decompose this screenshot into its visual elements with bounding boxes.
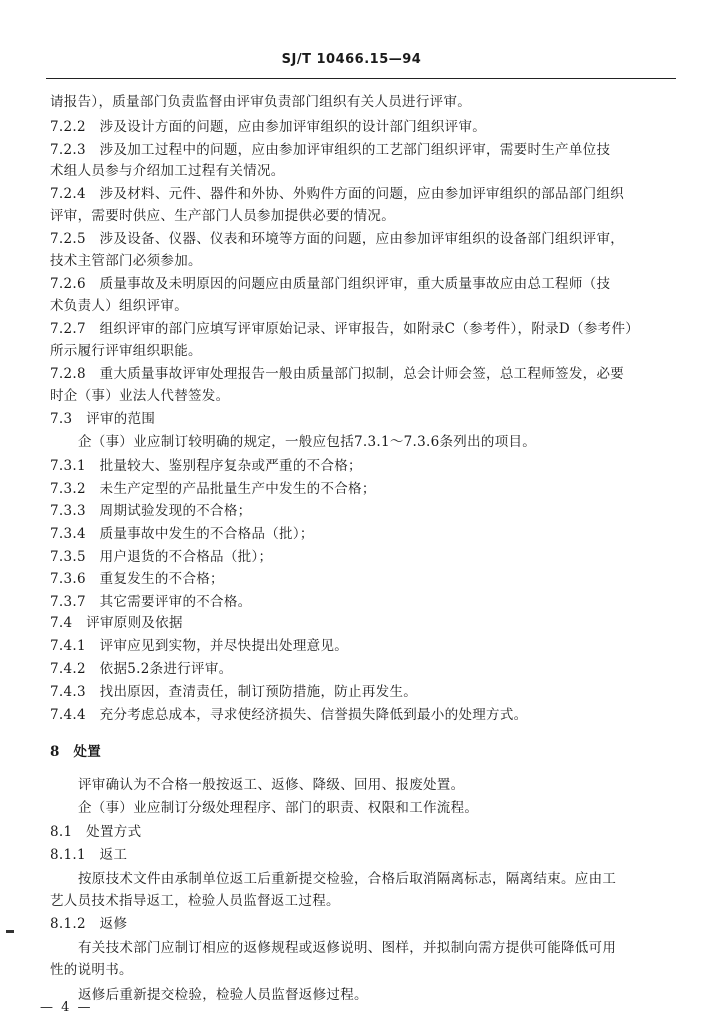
clause-8-1-2: 8.1.2 返修 <box>50 916 128 932</box>
document-number-header: SJ/T 10466.15—94 <box>281 52 422 67</box>
clause-7-2-3: 7.2.3 涉及加工过程中的问题，应由参加评审组织的工艺部门组织评审，需要时生产单位技 <box>50 142 611 158</box>
text-line: 时企（事）业法人代替签发。 <box>50 388 230 404</box>
clause-7-3-6: 7.3.6 重复发生的不合格； <box>50 571 224 587</box>
clause-7-4-3: 7.4.3 找出原因，查清责任，制订预防措施，防止再发生。 <box>50 684 418 700</box>
text-line: 艺人员技术指导返工，检验人员监督返工过程。 <box>50 893 340 909</box>
section-8-heading: 8 处置 <box>50 744 102 760</box>
text-line: 返修后重新提交检验，检验人员监督返修过程。 <box>78 987 368 1003</box>
clause-7-2-7: 7.2.7 组织评审的部门应填写评审原始记录、评审报告，如附录C（参考件），附录D（参考件） <box>50 321 640 337</box>
text-line: 企（事）业应制订较明确的规定，一般应包括7.3.1～7.3.6条列出的项目。 <box>78 434 537 450</box>
text-line: 性的说明书。 <box>50 962 133 978</box>
clause-7-3-3: 7.3.3 周期试验发现的不合格； <box>50 503 252 519</box>
text-line: 请报告），质量部门负责监督由评审负责部门组织有关人员进行评审。 <box>50 94 472 110</box>
clause-7-3-2: 7.3.2 未生产定型的产品批量生产中发生的不合格； <box>50 481 376 497</box>
clause-7-2-5: 7.2.5 涉及设备、仪器、仪表和环境等方面的问题，应由参加评审组织的设备部门组织评审， <box>50 231 625 247</box>
header-rule <box>46 78 676 79</box>
clause-7-3-5: 7.3.5 用户退货的不合格品（批）； <box>50 549 273 565</box>
text-line: 评审确认为不合格一般按返工、返修、降级、回用、报废处置。 <box>78 777 465 793</box>
clause-7-3-4: 7.3.4 质量事故中发生的不合格品（批）； <box>50 526 314 542</box>
clause-8-1-1: 8.1.1 返工 <box>50 847 128 863</box>
clause-7-2-4: 7.2.4 涉及材料、元件、器件和外协、外购件方面的问题，应由参加评审组织的部品部门组织 <box>50 186 625 202</box>
text-line: 评审，需要时供应、生产部门人员参加提供必要的情况。 <box>50 208 395 224</box>
clause-7-3-7: 7.3.7 其它需要评审的不合格。 <box>50 594 252 610</box>
text-line: 所示履行评审组织职能。 <box>50 343 202 359</box>
section-8-1-heading: 8.1 处置方式 <box>50 824 142 840</box>
clause-7-3-1: 7.3.1 批量较大、鉴别程序复杂或严重的不合格； <box>50 458 362 474</box>
scan-mark <box>6 930 14 933</box>
clause-7-2-2: 7.2.2 涉及设计方面的问题，应由参加评审组织的设计部门组织评审。 <box>50 119 487 135</box>
clause-7-4-4: 7.4.4 充分考虑总成本，寻求使经济损失、信誉损失降低到最小的处理方式。 <box>50 707 528 723</box>
text-line: 有关技术部门应制订相应的返修规程或返修说明、图样，并拟制向需方提供可能降低可用 <box>78 940 617 956</box>
clause-7-4-2: 7.4.2 依据5.2条进行评审。 <box>50 661 233 677</box>
text-line: 术组人员参与介绍加工过程有关情况。 <box>50 163 285 179</box>
clause-7-4-1: 7.4.1 评审应见到实物，并尽快提出处理意见。 <box>50 638 349 654</box>
clause-7-2-8: 7.2.8 重大质量事故评审处理报告一般由质量部门拟制，总会计师会签，总工程师签发，必要 <box>50 366 625 382</box>
text-line: 技术主管部门必须参加。 <box>50 253 202 269</box>
text-line: 术负责人）组织评审。 <box>50 298 188 314</box>
page-number: — 4 — <box>40 1000 93 1015</box>
section-7-4-heading: 7.4 评审原则及依据 <box>50 615 183 631</box>
text-line: 企（事）业应制订分级处理程序、部门的职责、权限和工作流程。 <box>78 800 479 816</box>
text-line: 按原技术文件由承制单位返工后重新提交检验，合格后取消隔离标志，隔离结束。应由工 <box>78 871 617 887</box>
section-7-3-heading: 7.3 评审的范围 <box>50 411 156 427</box>
clause-7-2-6: 7.2.6 质量事故及未明原因的问题应由质量部门组织评审，重大质量事故应由总工程师（技 <box>50 276 611 292</box>
